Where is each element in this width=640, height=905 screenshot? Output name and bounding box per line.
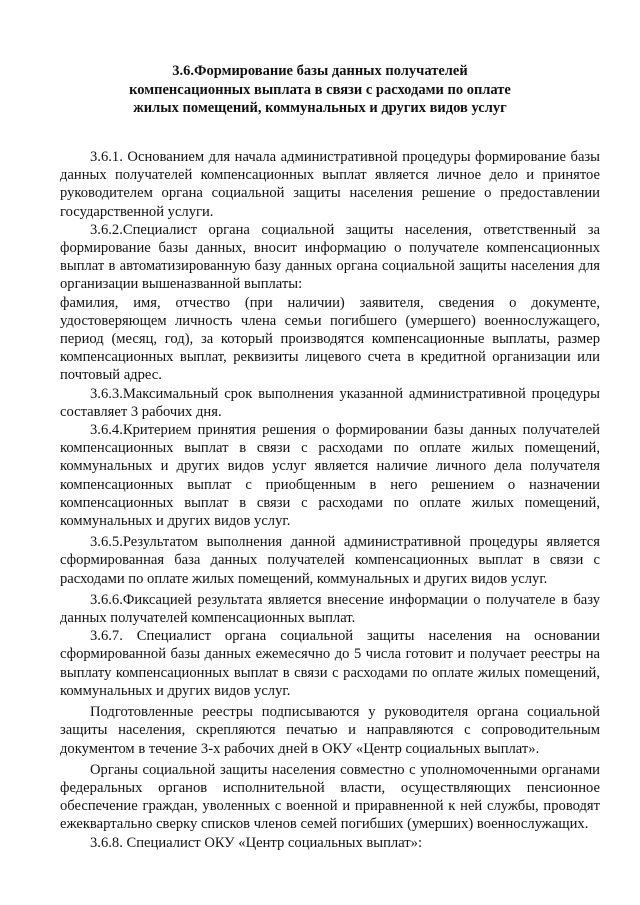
section-heading [60,62,580,118]
paragraph-3-6-7: 3.6.7. Специалист органа социальной защиты населения на основании сформированной базы данных ежемесячно до 5 числа готовит и получает реестры на выплату компенсационных выплат в связи с расходами по оплате жилых помещений, коммунальных и других видов услуг. [60,628,600,699]
paragraph-3-6-2: 3.6.2.Специалист органа социальной защиты населения, ответственный за формирование базы данных, вносит информацию о получателе компенсационных выплат в автоматизированную базу данных органа социальной защиты населения для организации вышеназванной выплаты: [60,221,600,293]
heading-line-3: жилых помещений, коммунальных и других видов услуг [133,100,507,116]
paragraph-3-6-1: 3.6.1. Основанием для начала административной процедуры формирование базы данных получателей компенсационных выплат является личное дело и принятое руководителем органа социальной защиты населения решение о предоставлении государственной услуги. [60,149,600,220]
paragraph-3-6-3: 3.6.3.Максимальный срок выполнения указанной административной процедуры составляет 3 рабочих дня. [60,385,600,420]
document-body [60,148,600,852]
paragraph-registries: Подготовленные реестры подписываются у руководителя органа социальной защиты населения, скрепляются печатью и направляются с сопроводительным документом в течение 3-х рабочих дней в ОКУ «Центр социальных выплат». [60,704,600,757]
heading-line-2: компенсационных выплата в связи с расходами по оплате [129,81,511,98]
paragraph-3-6-2-list: фамилия, имя, отчество (при наличии) заявителя, сведения о документе, удостоверяющем личность члена семьи погибшего (умершего) военнослужащего, период (месяц, год), за который производятся компенсационные выплаты, размер компенсационных выплат, реквизиты лицевого счета в кредитной организации или почтовый адрес. [60,294,600,384]
heading-line-1: 3.6.Формирование базы данных получателей [172,63,468,79]
paragraph-3-6-8: 3.6.8. Специалист ОКУ «Центр социальных выплат»: [90,834,423,851]
paragraph-3-6-5: 3.6.5.Результатом выполнения данной административной процедуры является сформированная база данных получателей компенсационных выплат в связи с расходами по оплате жилых помещений, коммунальных и других видов услуг. [60,534,600,587]
paragraph-reconciliation: Органы социальной защиты населения совместно с уполномоченными органами федеральных органов исполнительной власти, осуществляющих пенсионное обеспечение граждан, уволенных с военной и приравненной к ней службы, проводят ежеквартально сверку списков членов семей погибших (умерших) военнослужащих. [60,761,600,833]
paragraph-3-6-4: 3.6.4.Критерием принятия решения о формировании базы данных получателей компенсационных выплат в связи с расходами по оплате жилых помещений, коммунальных и других видов услуг является наличие личного дела получателя компенсационных выплат с приобщенным в него решением о назначении компенсационных выплат в связи с расходами по оплате жилых помещений, коммунальных и других видов услуг. [60,422,600,530]
paragraph-3-6-6: 3.6.6.Фиксацией результата является внесение информации о получателе в базу данных получателей компенсационных выплат. [60,591,600,627]
